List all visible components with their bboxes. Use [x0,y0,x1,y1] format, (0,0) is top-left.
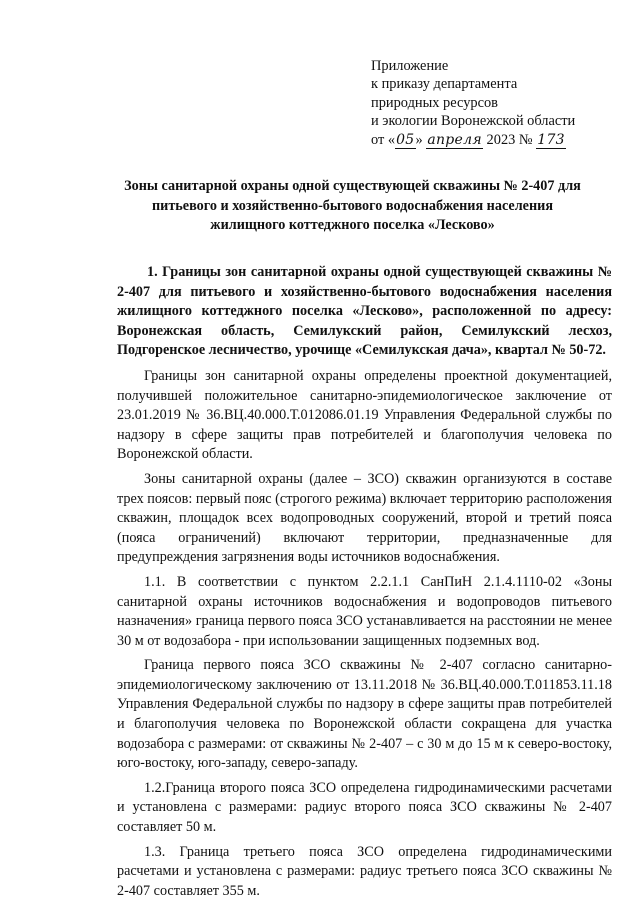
appendix-line-2: к приказу департамента [371,76,518,93]
document-title [100,177,605,236]
paragraph-1-3: 1.3. Граница третьего пояса ЗСО определена гидродинамическими расчетами и установлена с размерами: радиус третьего пояса ЗСО скважины № 2-407 составляет 355 м. [117,843,612,899]
paragraph-boundaries: Границы зон санитарной охраны определены проектной документацией, получившей положительное санитарно-эпидемиологическое заключение от 23.01.2019 № 36.ВЦ.40.000.Т.012086.01.19 Управления Федеральной службы по надзору в сфере защиты прав потребителей и благополучия человека по Воронежской области. [117,367,612,463]
paragraph-1-1: 1.1. В соответствии с пунктом 2.2.1.1 СанПиН 2.1.4.1110-02 «Зоны санитарной охраны источников водоснабжения и водопроводов питьевого назначения» граница первого пояса ЗСО устанавливается на расстоянии не менее 30 м от водозабора - при использовании защищенных подземных вод. [117,573,612,649]
document-body [117,263,612,901]
handwritten-month: апреля [427,131,482,148]
date-mid: » [415,131,423,148]
appendix-date-line [371,131,621,149]
date-prefix: от « [371,131,396,148]
paragraph-first-belt: Граница первого пояса ЗСО скважины № 2-407 согласно санитарно-эпидемиологическому заключению от 13.11.2018 № 36.ВЦ.40.000.Т.011853.11.18 Управления Федеральной службы по надзору в сфере защиты прав потребителей и благополучия человека по Воронежской области сокращена для участка водозабора с размерами: от скважины № 2-407 – с 30 м до 15 м к северо-востоку, юго-востоку, юго-западу, северо-западу. [117,657,612,772]
appendix-line-4: и экологии Воронежской области [371,113,576,130]
paragraph-1-2: 1.2.Граница второго пояса ЗСО определена гидродинамическими расчетами и установлена с размерами: радиус второго пояса ЗСО скважины № 2-407 составляет 50 м. [117,779,612,836]
title-line-1: Зоны санитарной охраны одной существующей скважины № 2-407 для [124,178,581,194]
appendix-block [371,57,621,149]
title-line-2: питьевого и хозяйственно-бытового водоснабжения населения [151,197,553,214]
handwritten-day: 05 [396,131,415,148]
section-1-heading: 1. Границы зон санитарной охраны одной существующей скважины № 2-407 для питьевого и хозяйственно-бытового водоснабжения населения жилищного коттеджного поселка «Лесково», расположенной по адресу: Воронежская область, Семилукский район, Семилукский лесхоз, Подгоренское лесничество, урочище «Семилукская дача», квартал № 50-72. [117,264,612,359]
handwritten-order-number: 173 [537,131,565,148]
date-year: 2023 № [486,131,533,148]
appendix-line-3: природных ресурсов [371,94,498,111]
title-line-3: жилищного коттеджного поселка «Лесково» [210,217,495,233]
appendix-line-1: Приложение [371,58,449,74]
paragraph-zones: Зоны санитарной охраны (далее – ЗСО) скважин организуются в составе трех поясов: первый пояс (строгого режима) включает территорию расположения скважин, площадок всех водопроводных сооружений, второй и третий пояса (пояса ограничений) включают территории, предназначенные для предупреждения загрязнения воды источников водоснабжения. [117,470,612,566]
